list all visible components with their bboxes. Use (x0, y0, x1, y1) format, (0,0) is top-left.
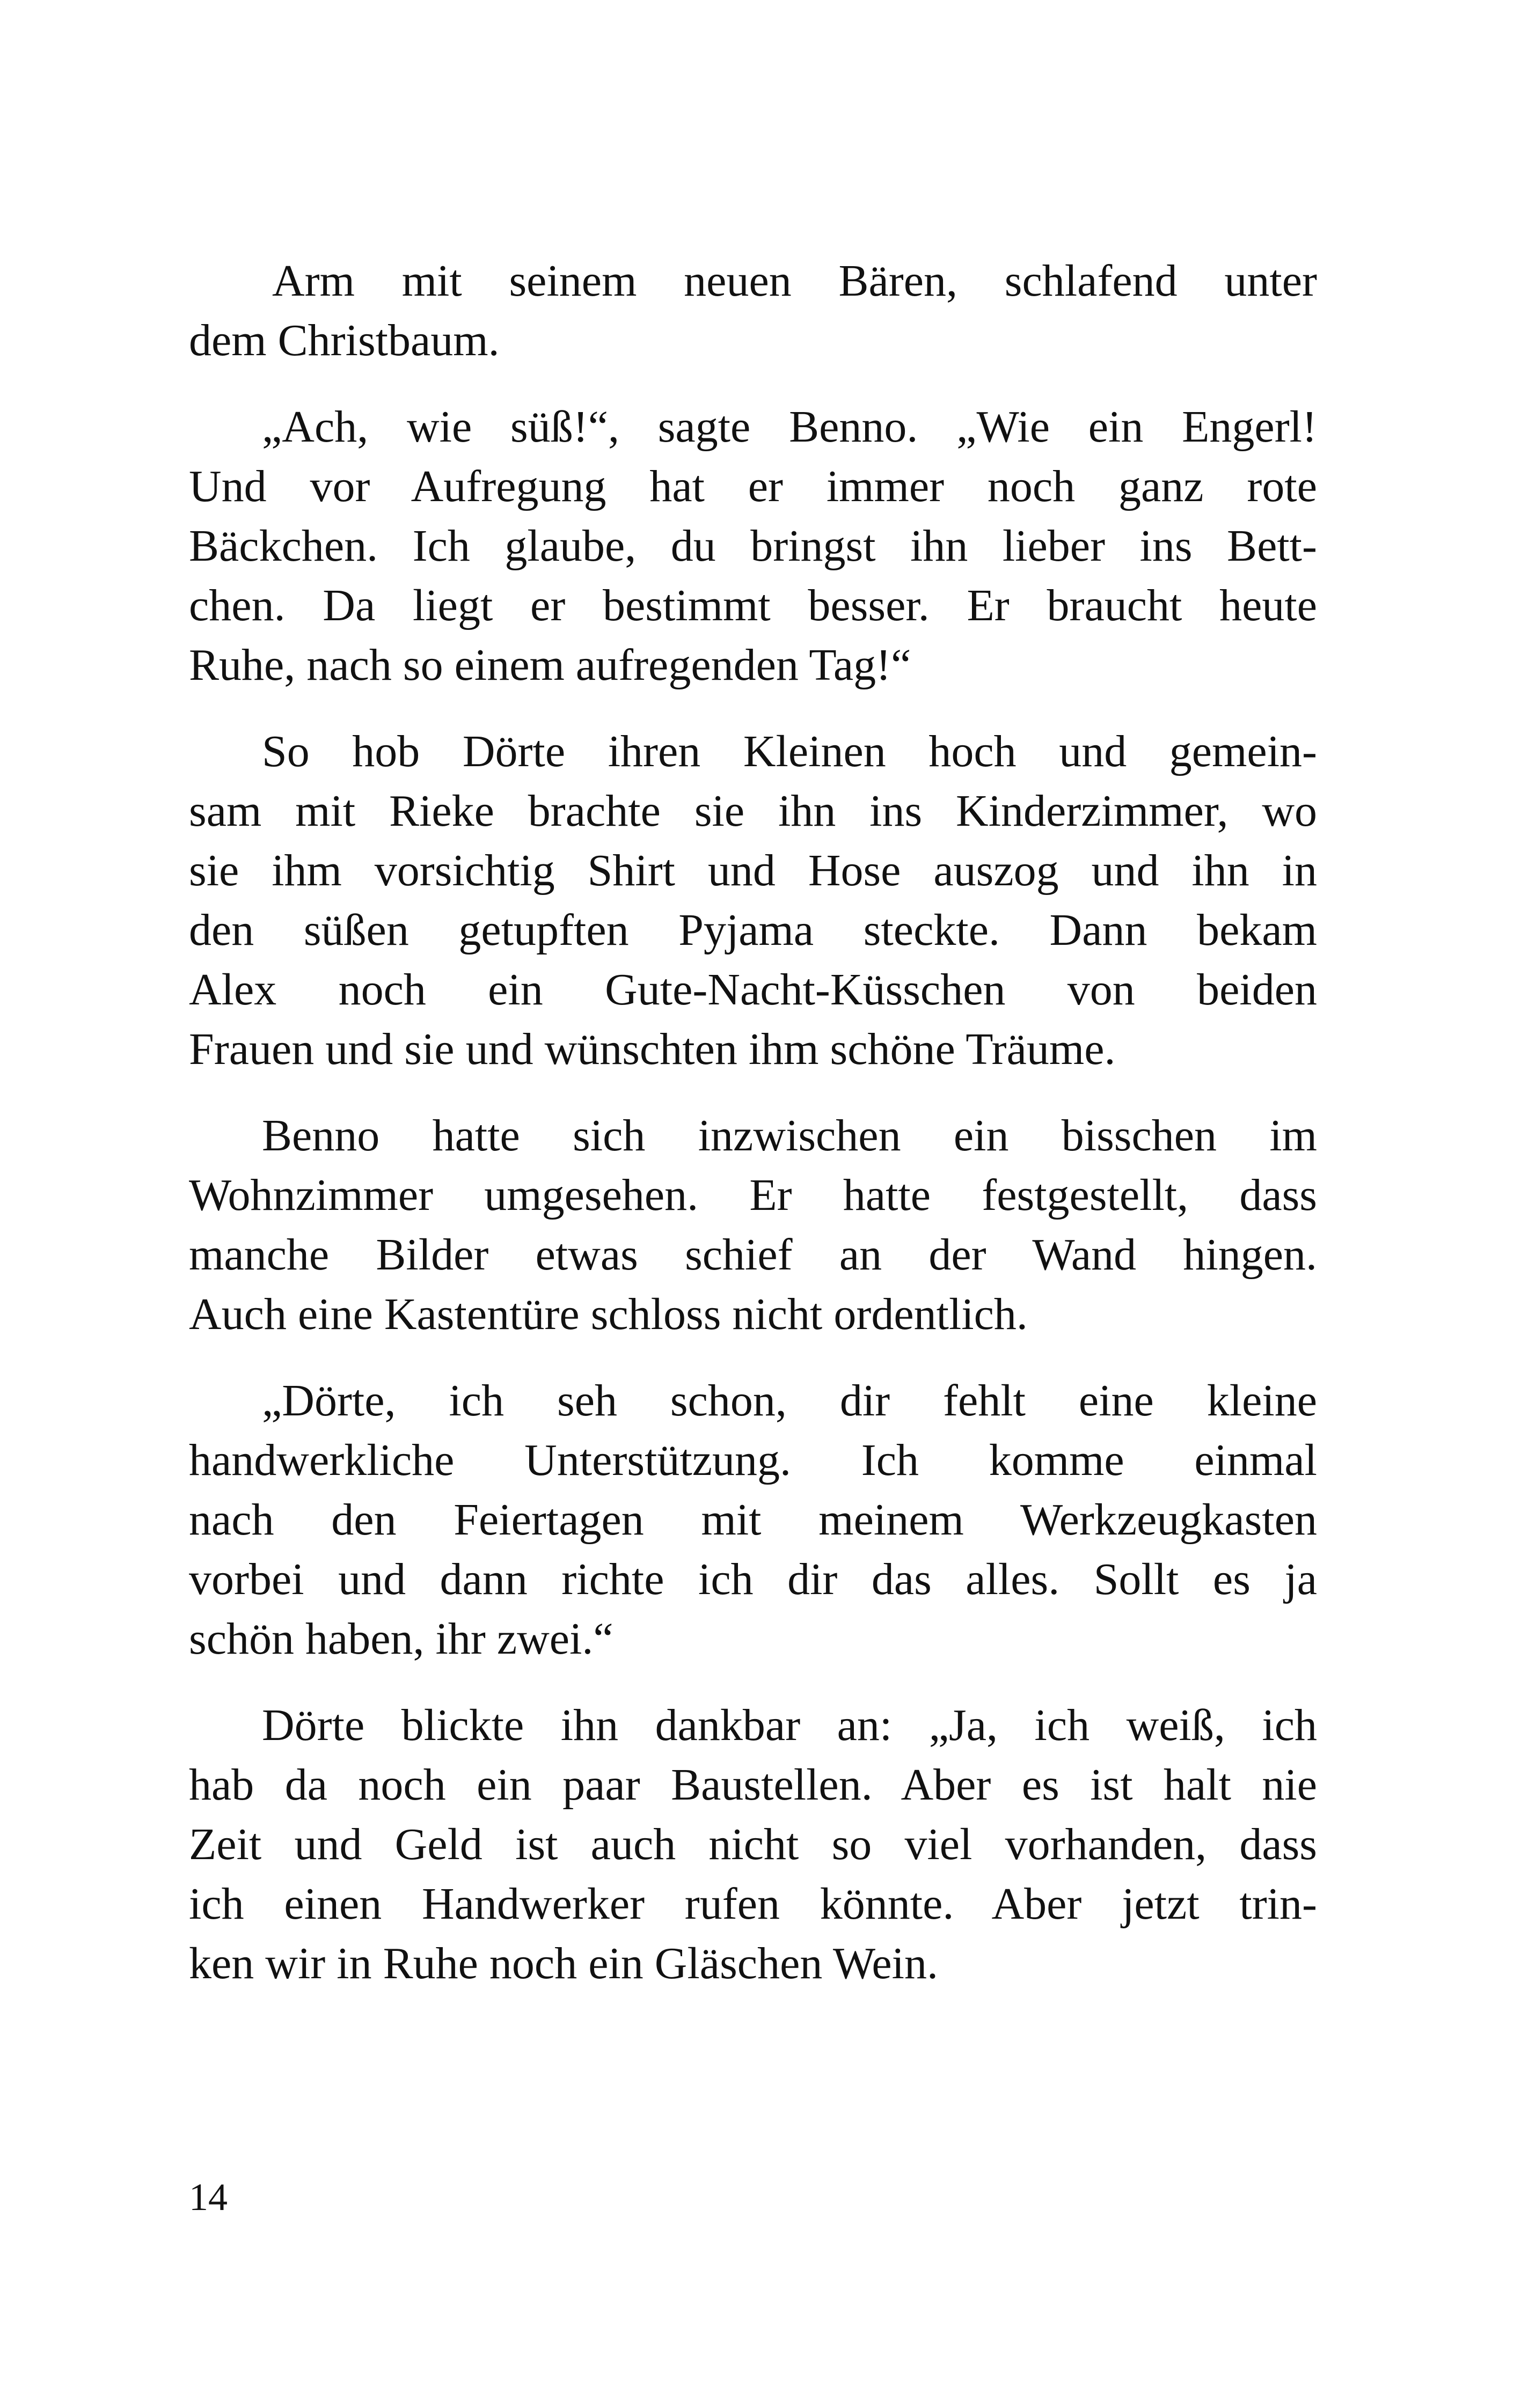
paragraph (189, 1371, 1317, 1669)
text-line: schön haben, ihr zwei.“ (189, 1614, 613, 1664)
text-line: Zeit und Geld ist auch nicht so viel vorhanden, dass (189, 1819, 1317, 1869)
text-line: ich einen Handwerker rufen könnte. Aber jetzt trin- (189, 1879, 1317, 1929)
paragraph (189, 397, 1317, 695)
text-line: Ruhe, nach so einem aufregenden Tag!“ (189, 640, 911, 690)
text-line: dem Christbaum. (189, 315, 500, 365)
text-line: nach den Feiertagen mit meinem Werkzeugkasten (189, 1495, 1317, 1545)
text-line: chen. Da liegt er bestimmt besser. Er braucht heute (189, 581, 1317, 630)
text-line: Arm mit seinem neuen Bären, schlafend unter (272, 256, 1317, 306)
text-line: „Ach, wie süß!“, sagte Benno. „Wie ein Engerl! (262, 402, 1317, 452)
paragraph (189, 722, 1317, 1079)
text-line: handwerkliche Unterstützung. Ich komme einmal (189, 1435, 1317, 1485)
text-line: Frauen und sie und wünschten ihm schöne Träume. (189, 1024, 1116, 1074)
text-line: manche Bilder etwas schief an der Wand hingen. (189, 1230, 1317, 1280)
body-text (189, 251, 1317, 2020)
text-line: Benno hatte sich inzwischen ein bisschen im (262, 1111, 1317, 1161)
text-line: vorbei und dann richte ich dir das alles. Sollt es ja (189, 1554, 1317, 1604)
text-line: den süßen getupften Pyjama steckte. Dann bekam (189, 905, 1317, 955)
text-line: hab da noch ein paar Baustellen. Aber es ist halt nie (189, 1760, 1317, 1810)
paragraph (189, 1695, 1317, 1993)
text-line: ken wir in Ruhe noch ein Gläschen Wein. (189, 1939, 939, 1988)
text-line: sie ihm vorsichtig Shirt und Hose auszog und ihn in (189, 846, 1317, 895)
page-number: 14 (189, 2176, 228, 2219)
paragraph (189, 1106, 1317, 1344)
text-line: Und vor Aufregung hat er immer noch ganz rote (189, 461, 1317, 511)
text-line: So hob Dörte ihren Kleinen hoch und gemein- (262, 726, 1317, 776)
paragraph (189, 251, 1317, 370)
text-line: Auch eine Kastentüre schloss nicht ordentlich. (189, 1289, 1028, 1339)
text-line: Wohnzimmer umgesehen. Er hatte festgestellt, dass (189, 1170, 1317, 1220)
text-line: Dörte blickte ihn dankbar an: „Ja, ich weiß, ich (262, 1700, 1317, 1750)
text-line: „Dörte, ich seh schon, dir fehlt eine kleine (262, 1376, 1317, 1426)
text-line: Bäckchen. Ich glaube, du bringst ihn lieber ins Bett- (189, 521, 1317, 571)
text-line: sam mit Rieke brachte sie ihn ins Kinderzimmer, wo (189, 786, 1317, 836)
text-line: Alex noch ein Gute-Nacht-Küsschen von beiden (189, 965, 1317, 1015)
